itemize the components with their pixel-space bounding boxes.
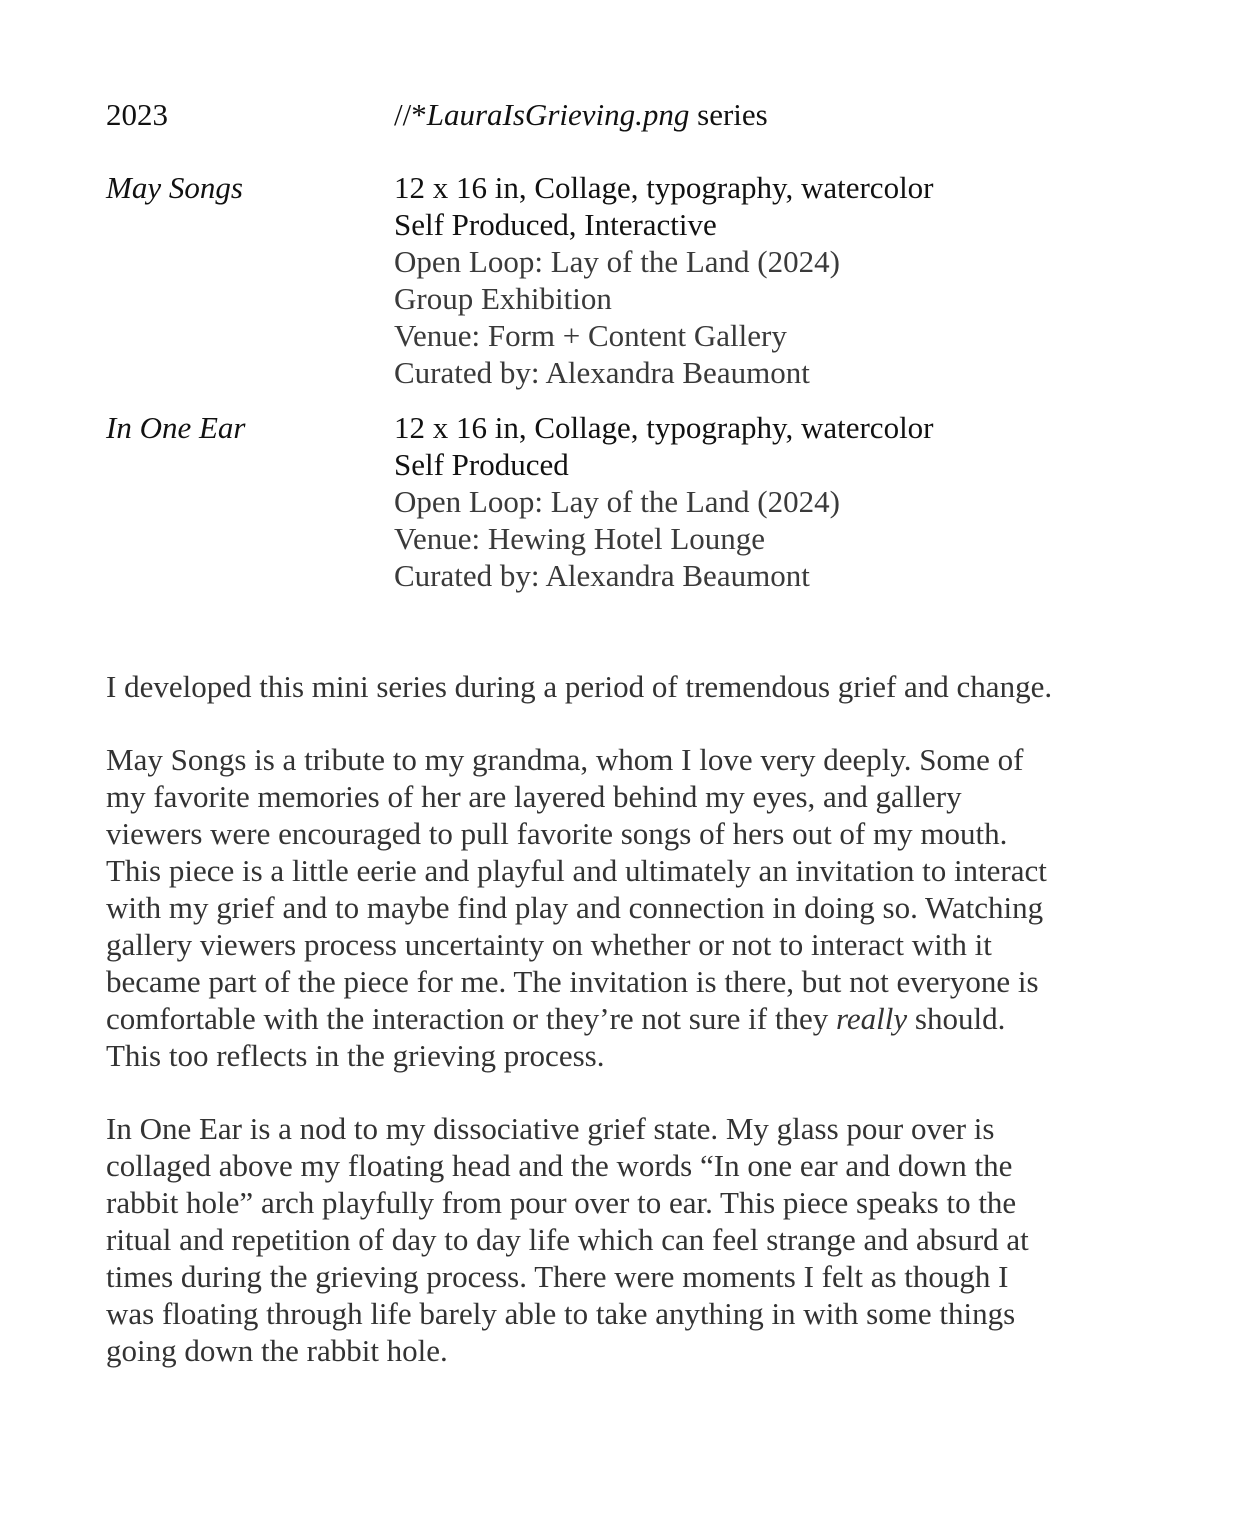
statement-may-songs-text: May Songs is a tribute to my grandma, whom I love very deeply. Some of my favorite memories of her are layered behind my eyes, and gallery viewers were encouraged to pull favorite songs of hers out of my mouth. This piece is a little eerie and playful and ultimately an invitation to interact with my grief and to maybe find play and connection in doing so. Watching gallery viewers process uncertainty on whether or not to interact with it became part of the piece for me. The invitation is there, but not everyone is comfortable with the interaction or they’re not sure if they (106, 742, 1047, 1036)
work-production: Self Produced, Interactive (394, 207, 717, 242)
statement-intro: I developed this mini series during a period of tremendous grief and change. (106, 669, 1053, 704)
work-details (394, 169, 1186, 391)
exhibition-name: Open Loop: Lay of the Land (2024) (394, 484, 840, 519)
series-suffix: series (689, 97, 768, 132)
exhibition-venue: Venue: Form + Content Gallery (394, 318, 787, 353)
work-title: In One Ear (106, 410, 246, 445)
statement-emphasis: really (835, 1001, 908, 1036)
artist-statement (106, 668, 1056, 1405)
statement-may-songs (106, 741, 1056, 1074)
exhibition-type: Group Exhibition (394, 281, 612, 316)
series-title (394, 96, 1186, 133)
work-specs: 12 x 16 in, Collage, typography, watercolor (394, 170, 934, 205)
statement-in-one-ear: In One Ear is a nod to my dissociative grief state. My glass pour over is collaged above my floating head and the words “In one ear and down the rabbit hole” arch playfully from pour over to ear. This piece speaks to the ritual and repetition of day to day life which can feel strange and absurd at times during the grieving process. There were moments I felt as though I was floating through life barely able to take anything in with some things going down the rabbit hole. (106, 1111, 1029, 1368)
statement-may-songs-end: should. This too reflects in the grieving process. (106, 1001, 1006, 1073)
work-entry-may-songs (106, 169, 1186, 391)
exhibition-curator: Curated by: Alexandra Beaumont (394, 355, 810, 390)
series-prefix: //* (394, 97, 427, 132)
exhibition-curator: Curated by: Alexandra Beaumont (394, 558, 810, 593)
work-production: Self Produced (394, 447, 569, 482)
work-specs: 12 x 16 in, Collage, typography, watercolor (394, 410, 934, 445)
year: 2023 (106, 97, 168, 132)
series-header (106, 96, 1186, 133)
exhibition-name: Open Loop: Lay of the Land (2024) (394, 244, 840, 279)
exhibition-venue: Venue: Hewing Hotel Lounge (394, 521, 766, 556)
series-name: LauraIsGrieving.png (426, 97, 690, 132)
work-entry-in-one-ear (106, 409, 1186, 594)
exhibition-listing (106, 96, 1186, 612)
work-title: May Songs (106, 170, 243, 205)
work-details (394, 409, 1186, 594)
